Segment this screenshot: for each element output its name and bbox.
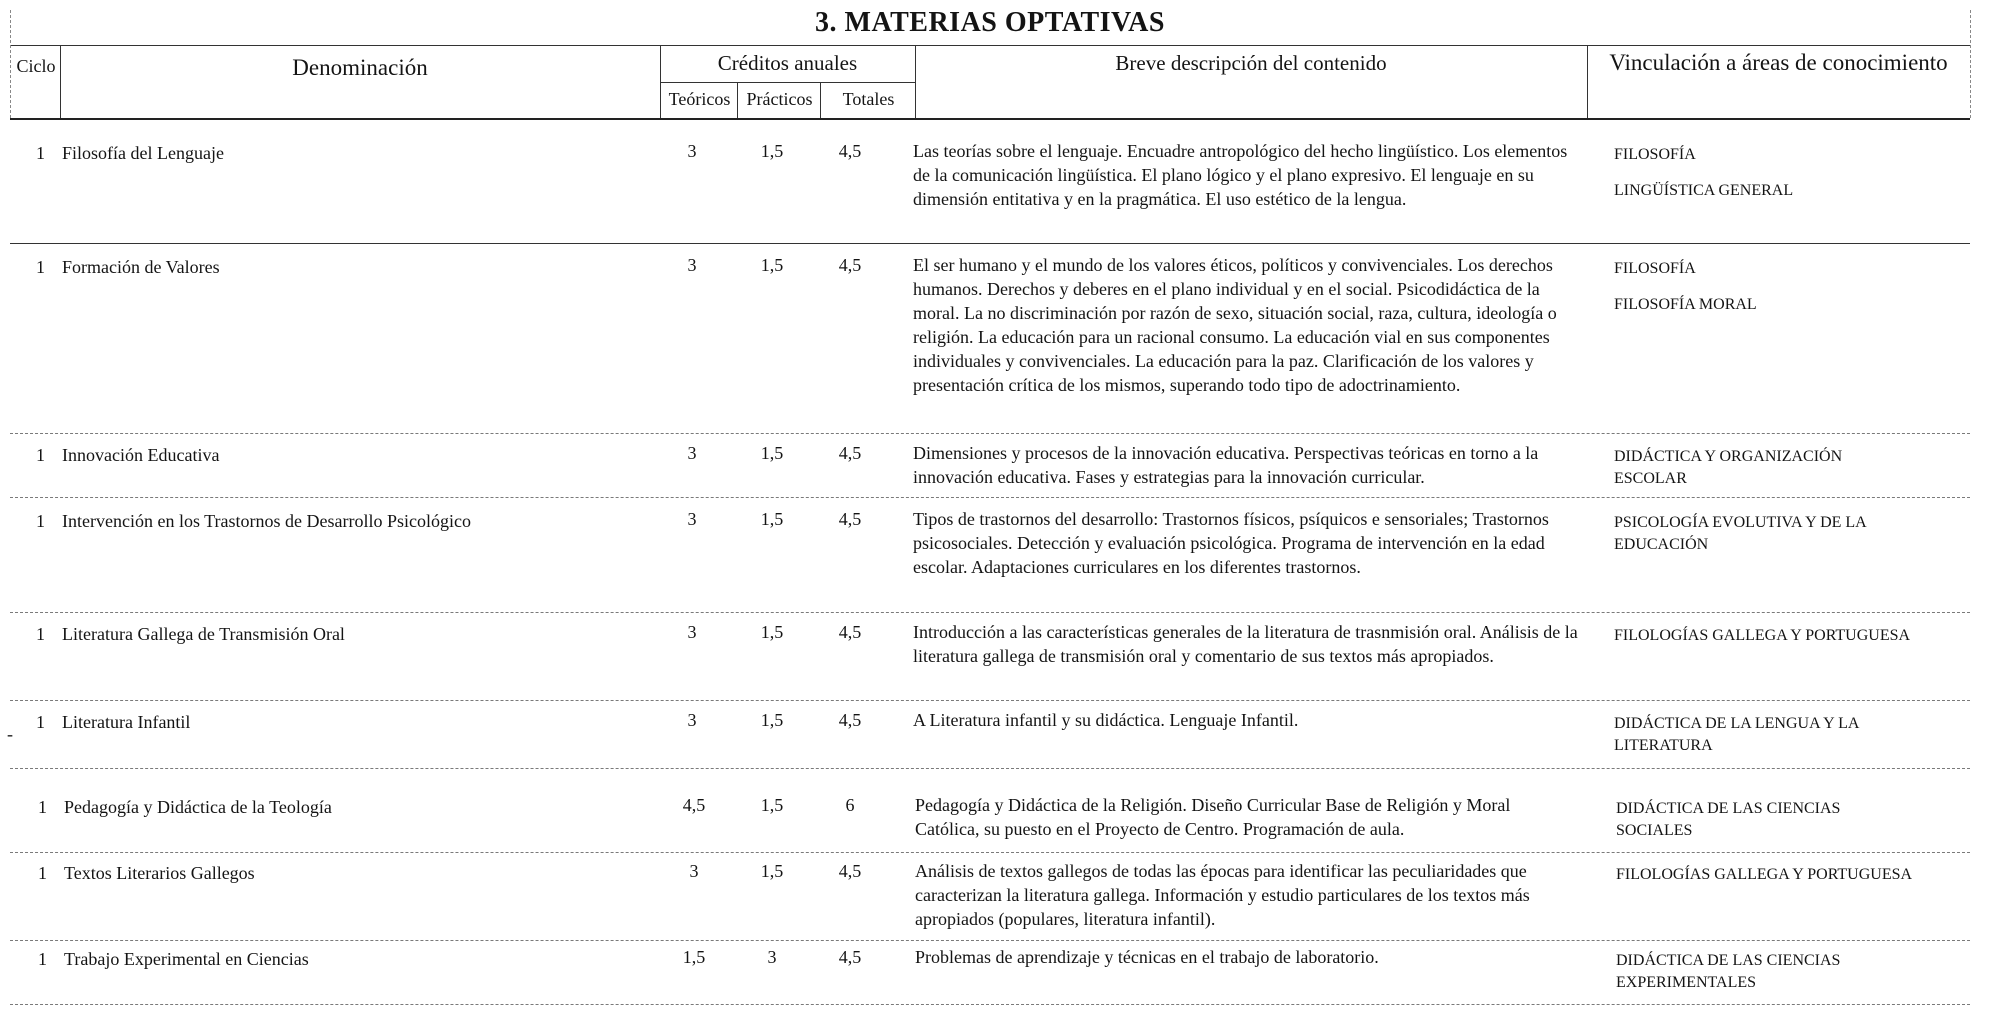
row-8-denominacion: Textos Literarios Gallegos (64, 863, 255, 883)
row-separator (10, 852, 1970, 853)
row-1-ciclo: 1 (36, 143, 45, 163)
row-1-practicos: 1,5 (760, 141, 784, 161)
row-1-area-2: LINGÜÍSTICA GENERAL (1614, 182, 1794, 199)
row-7-ciclo: 1 (38, 797, 47, 817)
row-3-teoricos: 3 (687, 443, 697, 463)
row-9-area-1: DIDÁCTICA DE LAS CIENCIAS EXPERIMENTALES (1616, 952, 1841, 991)
header-denominacion: Denominación (292, 55, 428, 80)
row-8-area-1: FILOLOGÍAS GALLEGA Y PORTUGUESA (1616, 866, 1913, 883)
margin-dash-mark: - (7, 724, 13, 744)
row-3-denominacion: Innovación Educativa (62, 445, 220, 465)
row-8-teoricos: 3 (689, 861, 699, 881)
header-practicos: Prácticos (746, 89, 813, 109)
row-2-denominacion: Formación de Valores (62, 257, 220, 277)
header-left-edge (10, 10, 11, 118)
row-separator (10, 243, 1970, 244)
row-3-area-1: DIDÁCTICA Y ORGANIZACIÓN ESCOLAR (1614, 448, 1843, 487)
row-4-descripcion: Tipos de trastornos del desarrollo: Trastornos físicos, psíquicos e sensoriales; Trastornos psicosociales. Detección y evaluación psicológica. Programa de intervención en la edad escolar. Adaptaciones curriculares en los diferentes trastornos. (913, 509, 1549, 577)
row-9-ciclo: 1 (38, 949, 47, 969)
row-1-area-gap (1614, 166, 1964, 180)
header-creditos-anuales: Créditos anuales (717, 51, 858, 75)
row-7-totales: 6 (845, 795, 855, 815)
row-2-ciclo: 1 (36, 257, 45, 277)
row-2-totales: 4,5 (838, 255, 862, 275)
header-teoricos: Teóricos (668, 89, 731, 109)
row-separator (10, 433, 1970, 434)
row-4-denominacion: Intervención en los Trastornos de Desarrollo Psicológico (62, 511, 471, 531)
row-3-ciclo: 1 (36, 445, 45, 465)
row-2-areas (1614, 258, 1964, 316)
row-4-areas (1614, 512, 1944, 556)
header-descripcion: Breve descripción del contenido (1115, 51, 1387, 75)
row-8-descripcion: Análisis de textos gallegos de todas las épocas para identificar las peculiaridades que caracterizan la literatura gallega. Información y estudio particulares de los textos más apropiados (populares, literatura infantil). (915, 861, 1530, 929)
header-divider-ciclo (60, 45, 61, 118)
row-6-areas (1614, 713, 1914, 757)
row-6-denominacion: Literatura Infantil (62, 712, 191, 732)
row-5-practicos: 1,5 (760, 622, 784, 642)
row-6-totales: 4,5 (838, 710, 862, 730)
row-5-totales: 4,5 (838, 622, 862, 642)
row-2-area-gap (1614, 280, 1964, 294)
table-bottom-rule (10, 1004, 1970, 1005)
row-5-ciclo: 1 (36, 624, 45, 644)
row-separator (10, 497, 1970, 498)
row-5-areas (1614, 625, 1974, 647)
row-6-descripcion: A Literatura infantil y su didáctica. Lenguaje Infantil. (913, 710, 1299, 730)
page-title: 3. MATERIAS OPTATIVAS (815, 7, 1165, 38)
row-2-descripcion: El ser humano y el mundo de los valores éticos, políticos y convivenciales. Los derechos humanos. Derechos y deberes en el plano individual y en el social. Psicodidáctica de la moral. La no discriminación por razón de sexo, situación social, raza, cultura, ideología o religión. La educación para un racional consumo. La educación vial en sus componentes individuales y convivenciales. La educación para la paz. Clarificación de los valores y presentación crítica de los mismos, superando todo tipo de adoctrinamiento. (913, 255, 1557, 395)
row-8-ciclo: 1 (38, 863, 47, 883)
row-4-ciclo: 1 (36, 511, 45, 531)
row-separator (10, 612, 1970, 613)
row-4-area-1: PSICOLOGÍA EVOLUTIVA Y DE LA EDUCACIÓN (1614, 514, 1866, 553)
header-totales: Totales (842, 89, 895, 109)
row-8-practicos: 1,5 (760, 861, 784, 881)
row-7-teoricos: 4,5 (682, 795, 706, 815)
row-7-areas (1616, 798, 1896, 842)
row-3-totales: 4,5 (838, 443, 862, 463)
row-2-practicos: 1,5 (760, 255, 784, 275)
row-8-areas (1616, 864, 1976, 886)
row-5-descripcion: Introducción a las características generales de la literatura de trasnmisión oral. Análisis de la literatura gallega de transmisión oral y comentario de sus textos más apropiados. (913, 622, 1578, 666)
row-9-practicos: 3 (767, 947, 777, 967)
row-4-teoricos: 3 (687, 509, 697, 529)
row-2-teoricos: 3 (687, 255, 697, 275)
row-4-totales: 4,5 (838, 509, 862, 529)
row-9-teoricos: 1,5 (682, 947, 706, 967)
header-bottom-rule (10, 118, 1970, 120)
row-1-descripcion: Las teorías sobre el lenguaje. Encuadre antropológico del hecho lingüístico. Los elementos de la comunicación lingüística. El plano lógico y el plano expresivo. El lenguaje en su dimensión entitativa y en la pragmática. El uso estético de la lengua. (913, 141, 1568, 209)
row-5-teoricos: 3 (687, 622, 697, 642)
row-9-denominacion: Trabajo Experimental en Ciencias (64, 949, 309, 969)
row-2-area-1: FILOSOFÍA (1614, 260, 1696, 277)
row-6-practicos: 1,5 (760, 710, 784, 730)
row-5-denominacion: Literatura Gallega de Transmisión Oral (62, 624, 345, 644)
row-3-practicos: 1,5 (760, 443, 784, 463)
row-7-area-1: DIDÁCTICA DE LAS CIENCIAS SOCIALES (1616, 800, 1841, 839)
row-9-totales: 4,5 (838, 947, 862, 967)
row-7-descripcion: Pedagogía y Didáctica de la Religión. Diseño Curricular Base de Religión y Moral Católica, su puesto en el Proyecto de Centro. Programación de aula. (915, 795, 1511, 839)
row-7-denominacion: Pedagogía y Didáctica de la Teología (64, 797, 332, 817)
header-mid-rule (660, 82, 915, 83)
row-8-totales: 4,5 (838, 861, 862, 881)
row-5-area-1: FILOLOGÍAS GALLEGA Y PORTUGUESA (1614, 627, 1911, 644)
row-1-teoricos: 3 (687, 141, 697, 161)
row-6-teoricos: 3 (687, 710, 697, 730)
row-separator (10, 768, 1970, 769)
header-top-rule (10, 45, 1970, 46)
header-divider-teoricos (737, 82, 738, 118)
row-6-ciclo: 1 (36, 712, 45, 732)
row-1-areas (1614, 144, 1964, 202)
header-divider-practicos (820, 82, 821, 118)
header-ciclo: Ciclo (16, 56, 56, 76)
row-separator (10, 700, 1970, 701)
row-9-areas (1616, 950, 1896, 994)
header-right-edge (1970, 10, 1971, 118)
row-1-denominacion: Filosofía del Lenguaje (62, 143, 224, 163)
header-vinculacion: Vinculación a áreas de conocimiento (1609, 50, 1948, 75)
row-3-areas (1614, 446, 1914, 490)
row-6-area-1: DIDÁCTICA DE LA LENGUA Y LA LITERATURA (1614, 715, 1859, 754)
row-2-area-2: FILOSOFÍA MORAL (1614, 296, 1757, 313)
row-3-descripcion: Dimensiones y procesos de la innovación educativa. Perspectivas teóricas en torno a la innovación educativa. Fases y estrategias para la innovación curricular. (913, 443, 1539, 487)
row-1-totales: 4,5 (838, 141, 862, 161)
row-1-area-1: FILOSOFÍA (1614, 146, 1696, 163)
row-9-descripcion: Problemas de aprendizaje y técnicas en el trabajo de laboratorio. (915, 947, 1379, 967)
row-4-practicos: 1,5 (760, 509, 784, 529)
row-7-practicos: 1,5 (760, 795, 784, 815)
row-separator (10, 940, 1970, 941)
